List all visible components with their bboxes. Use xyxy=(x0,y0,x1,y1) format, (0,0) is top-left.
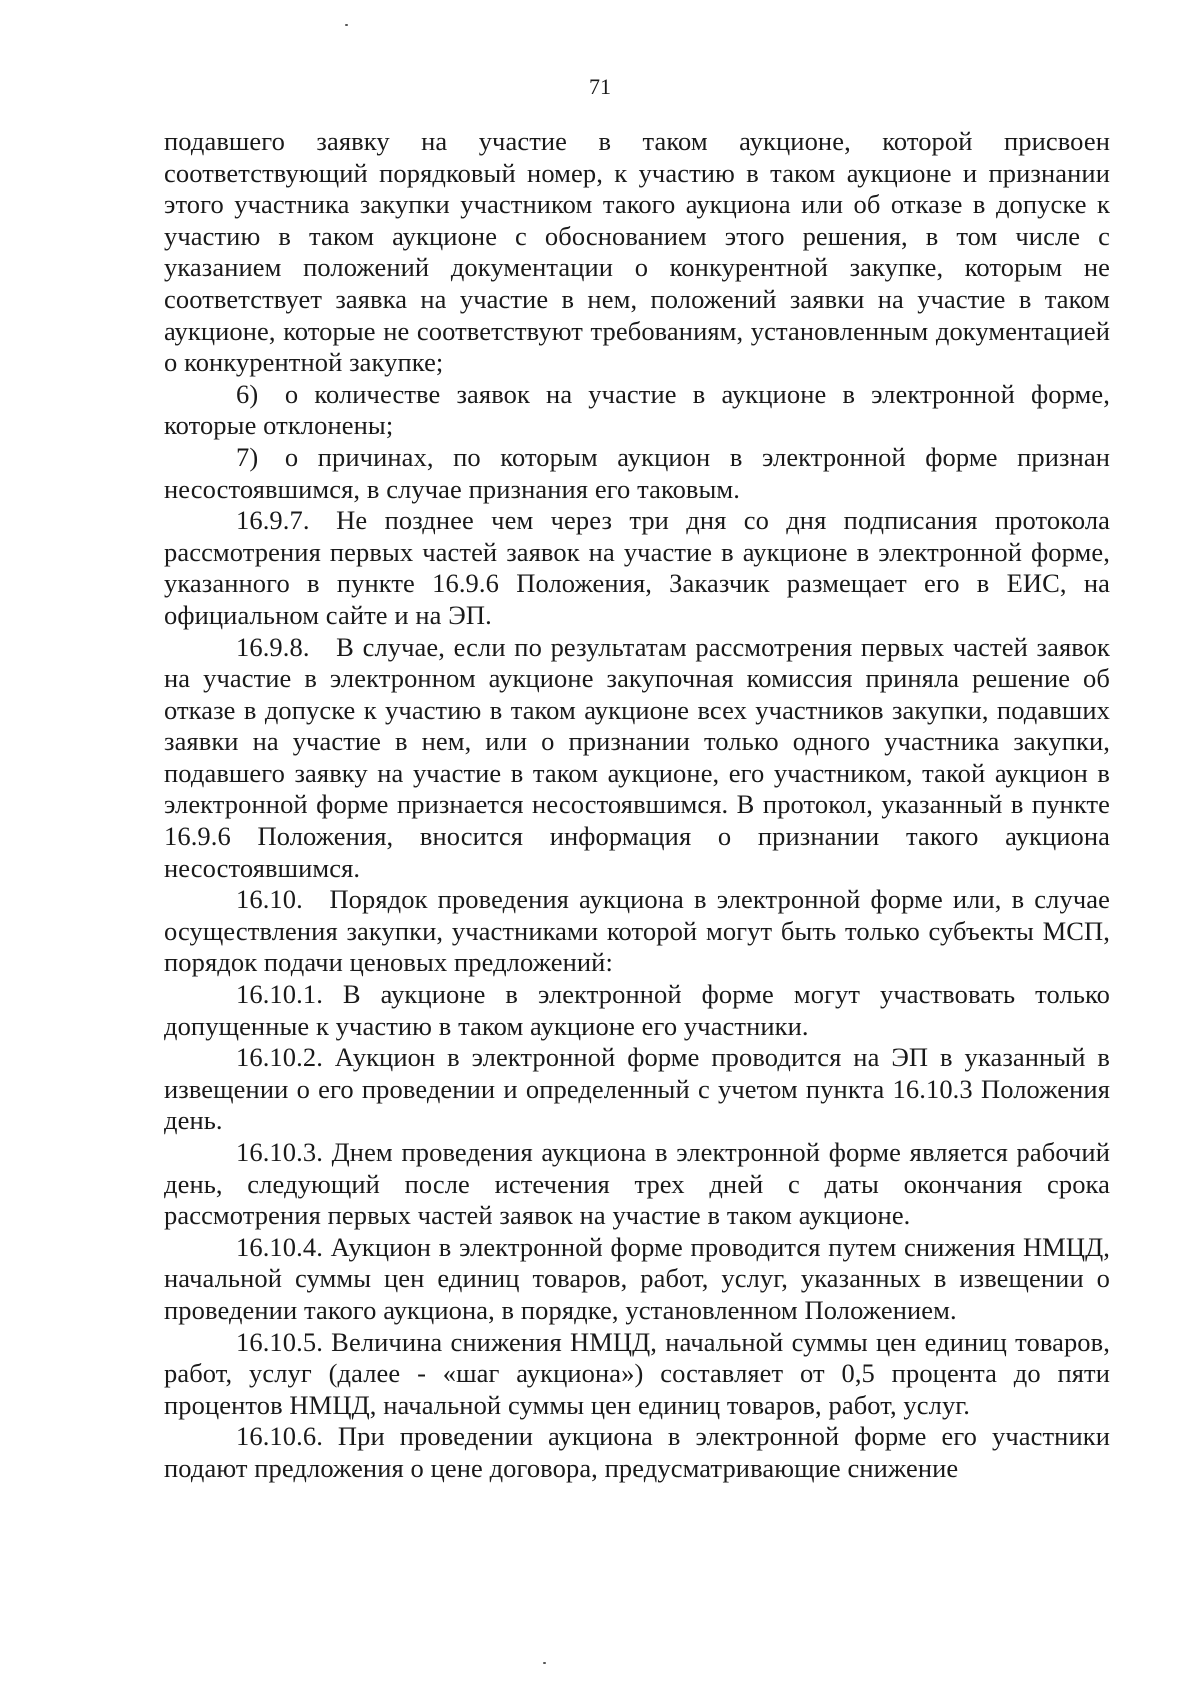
paragraph-16-10-6: 16.10.6. При проведении аукциона в электронной форме его участники подают предложения о цене договора, предусматривающие снижение xyxy=(164,1421,1110,1483)
paragraph-16-10: 16.10. Порядок проведения аукциона в электронной форме или, в случае осуществления закупки, участниками которой могут быть только субъекты МСП, порядок подачи ценовых предложений: xyxy=(164,884,1110,978)
document-body xyxy=(164,126,1110,1485)
paragraph-16-10-2: 16.10.2. Аукцион в электронной форме проводится на ЭП в указанный в извещении о его проведении и определенный с учетом пункта 16.10.3 Положения день. xyxy=(164,1042,1110,1136)
paragraph-16-9-8: 16.9.8. В случае, если по результатам рассмотрения первых частей заявок на участие в электронном аукционе закупочная комиссия приняла решение об отказе в допуске к участию в таком аукционе всех участников закупки, подавших заявки на участие в нем, или о признании только одного участника закупки, подавшего заявку на участие в таком аукционе, его участником, такой аукцион в электронной форме признается несостоявшимся. В протокол, указанный в пункте 16.9.6 Положения, вносится информация о признании такого аукциона несостоявшимся. xyxy=(164,631,1110,883)
paragraph-16-10-1: 16.10.1. В аукционе в электронной форме могут участвовать только допущенные к участию в таком аукционе его участники. xyxy=(164,979,1110,1041)
scan-speck xyxy=(543,1662,546,1664)
paragraph-item-7: 7) о причинах, по которым аукцион в электронной форме признан несостоявшимся, в случае признания его таковым. xyxy=(164,441,1110,504)
paragraph-continuation: подавшего заявку на участие в таком аукционе, которой присвоен соответствующий порядковый номер, к участию в таком аукционе и признании этого участника закупки участником такого аукциона или об отказе в допуске к участию в таком аукционе с обоснованием этого решения, в том числе с указанием положений документации о конкурентной закупке, которым не соответствует заявка на участие в нем, положений заявки на участие в таком аукционе, которые не соответствуют требованиям, установленным документацией о конкурентной закупке; xyxy=(164,126,1110,378)
paragraph-item-6: 6) о количестве заявок на участие в аукционе в электронной форме, которые отклонены; xyxy=(164,378,1110,441)
paragraph-16-9-7: 16.9.7. Не позднее чем через три дня со дня подписания протокола рассмотрения первых частей заявок на участие в аукционе в электронной форме, указанного в пункте 16.9.6 Положения, Заказчик размещает его в ЕИС, на официальном сайте и на ЭП. xyxy=(164,505,1110,630)
paragraph-16-10-4: 16.10.4. Аукцион в электронной форме проводится путем снижения НМЦД, начальной суммы цен единиц товаров, работ, услуг, указанных в извещении о проведении такого аукциона, в порядке, установленном Положением. xyxy=(164,1231,1110,1325)
page-number: 71 xyxy=(589,74,611,99)
paragraph-16-10-5: 16.10.5. Величина снижения НМЦД, начальной суммы цен единиц товаров, работ, услуг (далее - «шаг аукциона») составляет от 0,5 процента до пяти процентов НМЦД, начальной суммы цен единиц товаров, работ, услуг. xyxy=(164,1326,1110,1420)
scan-speck xyxy=(345,24,348,26)
paragraph-16-10-3: 16.10.3. Днем проведения аукциона в электронной форме является рабочий день, следующий после истечения трех дней с даты окончания срока рассмотрения первых частей заявок на участие в таком аукционе. xyxy=(164,1137,1110,1231)
